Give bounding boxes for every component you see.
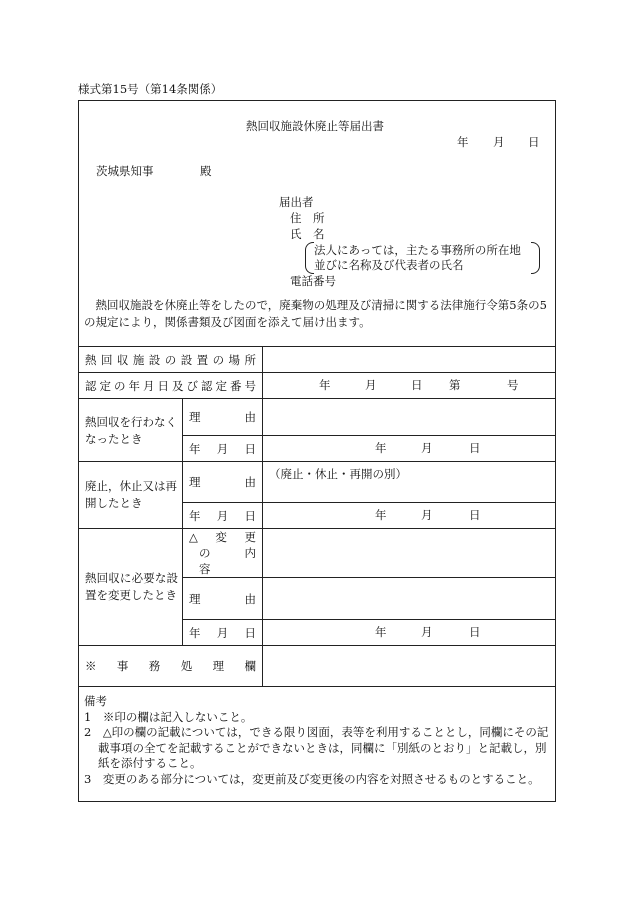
change-content-label-2: の 内 容: [199, 546, 268, 576]
change-date-year: 年: [375, 624, 387, 639]
applicant-note-line1: 法人にあっては，主たる事務所の所在地: [314, 243, 521, 257]
cert-month: 月: [365, 377, 377, 392]
cert-dai: 第: [449, 377, 461, 392]
cert-day: 日: [411, 377, 423, 392]
abolish-type-note: （廃止・休止・再開の別）: [269, 467, 407, 481]
change-content-label-1: △ 変 更: [189, 530, 256, 544]
abolish-label: 廃止，休止又は再開したとき: [85, 479, 177, 510]
applicant-address-label: 住 所: [290, 211, 325, 225]
cert-label: 認定の年月日及び認定番号: [85, 378, 256, 393]
abolish-date-day: 日: [469, 507, 481, 522]
applicant-heading: 届出者: [279, 195, 314, 209]
change-label: 熱回収に必要な設置を変更したとき: [85, 571, 178, 602]
form-label: 様式第15号（第14条関係）: [78, 82, 223, 96]
abolish-date-month: 月: [421, 507, 433, 522]
stop-reason-label-cell: [183, 399, 263, 436]
stop-reason-value[interactable]: [263, 399, 556, 436]
change-date-value[interactable]: [263, 620, 556, 646]
office-use-label-cell: [79, 646, 263, 687]
right-bracket: [531, 242, 540, 274]
document-title: 熱回収施設休廃止等届出書: [246, 119, 384, 133]
left-bracket: [305, 242, 314, 274]
location-label: 熱回収施設の設置の場所: [85, 352, 256, 367]
remarks-heading: 備考: [84, 694, 107, 708]
change-reason-value[interactable]: [263, 578, 556, 620]
stop-date-label-cell: [183, 436, 263, 462]
stop-label-cell: [79, 399, 183, 462]
applicant-phone-label: 電話番号: [290, 274, 336, 288]
remarks-item-1: 1 ※印の欄は記入しないこと。: [84, 709, 253, 724]
addressee-governor: 茨城県知事: [96, 164, 154, 178]
applicant-note-line2: 並びに名称及び代表者の氏名: [314, 258, 464, 272]
stop-date-month: 月: [421, 440, 433, 455]
remarks-item-3: 3 変更のある部分については，変更前及び変更後の内容を対照させるものとすること。: [84, 771, 540, 786]
abolish-date-year: 年: [375, 507, 387, 522]
abolish-date-value[interactable]: [263, 503, 556, 529]
change-label-cell: [79, 529, 183, 646]
change-content-value[interactable]: [263, 529, 556, 578]
stop-date-day: 日: [469, 440, 481, 455]
intro-paragraph: 熱回収施設を休廃止等をしたので，廃棄物の処理及び清掃に関する法律施行令第5条の5の規定により，関係書類及び図面を添えて届け出ます。: [84, 298, 547, 329]
applicant-name-label: 氏 名: [290, 227, 325, 241]
change-content-label-cell: [183, 529, 268, 578]
change-reason-label: 理 由: [189, 591, 256, 606]
abolish-date-label-cell: [183, 503, 263, 529]
header-day-label: 日: [528, 135, 540, 149]
abolish-reason-label: 理 由: [189, 475, 256, 489]
stop-reason-label: 理 由: [189, 410, 256, 424]
header-month-label: 月: [493, 135, 505, 149]
cert-year: 年: [319, 377, 331, 392]
change-reason-label-cell: [183, 578, 263, 620]
abolish-date-label: 年 月 日: [189, 508, 256, 523]
addressee-honorific: 殿: [200, 164, 212, 178]
cert-value-cell[interactable]: [263, 373, 556, 399]
office-use-label: ※ 事 務 処 理 欄: [85, 659, 256, 673]
stop-label: 熱回収を行わなくなったとき: [85, 415, 177, 446]
change-date-month: 月: [421, 624, 433, 639]
change-date-label-cell: [183, 620, 263, 646]
change-date-day: 日: [469, 624, 481, 639]
location-label-cell: [79, 347, 263, 373]
stop-date-value[interactable]: [263, 436, 556, 462]
office-use-value: [263, 646, 556, 687]
main-table: [78, 346, 556, 687]
stop-date-label: 年 月 日: [189, 441, 256, 456]
location-value-cell[interactable]: [263, 347, 556, 373]
abolish-reason-label-cell: [183, 462, 263, 503]
remarks-item-2: 2 △印の欄の記載については，できる限り図面，表等を利用することとし，同欄にその記載事項の全てを記載することができないときは，同欄に「別紙のとおり」と記載し，別紙を添付すること。: [84, 725, 549, 770]
abolish-label-cell: [79, 462, 183, 529]
cert-label-cell: [79, 373, 263, 399]
abolish-reason-value[interactable]: [263, 462, 556, 503]
header-year-label: 年: [457, 135, 469, 149]
change-date-label: 年 月 日: [189, 625, 256, 640]
remarks-section: [84, 694, 550, 787]
cert-go: 号: [507, 377, 519, 392]
stop-date-year: 年: [375, 440, 387, 455]
